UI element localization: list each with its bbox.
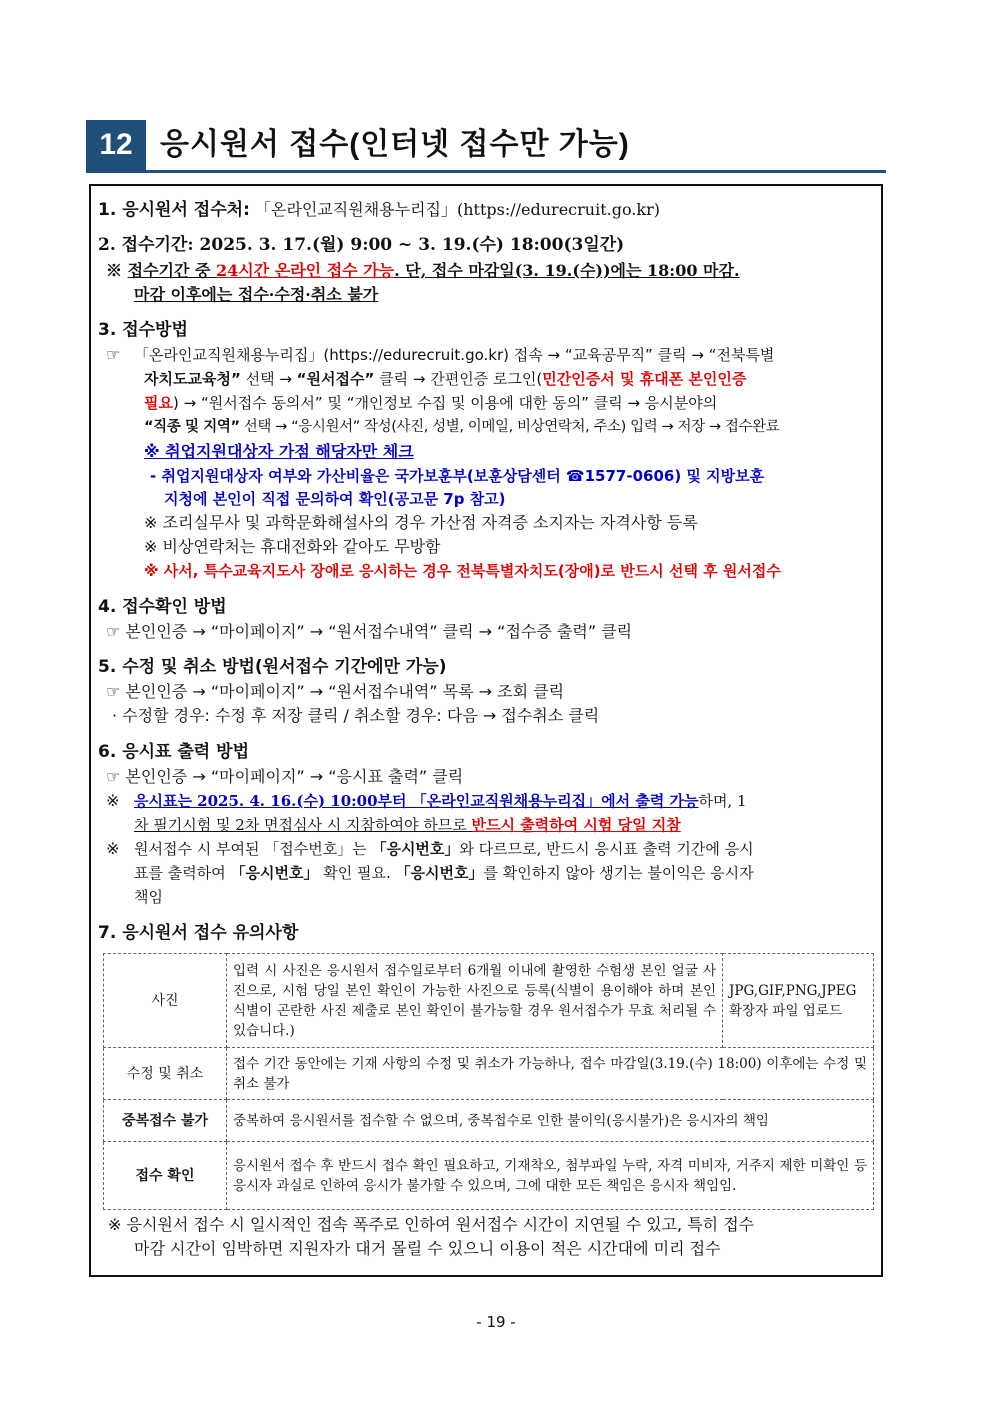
row-extra: JPG,GIF,PNG,JPEG 확장자 파일 업로드	[723, 954, 874, 1048]
s2-note-c: . 단, 접수 마감일(3. 19.(수))에는 18:00 마감.	[394, 261, 740, 280]
s6-n2a: 원서접수 시 부여된 「접수번호」는	[134, 840, 372, 858]
s6-n2c: 와 다르므로, 반드시 응시표 출력 기간에 응시	[459, 840, 754, 858]
s3-l2a: 자치도교육청”	[144, 370, 241, 388]
section-header	[86, 120, 886, 170]
s3-heading: 3. 접수방법	[98, 320, 188, 340]
s6-note1-line2	[134, 814, 681, 836]
s3-l4b: 선택 → “응시원서” 작성(사진, 성별, 이메일, 비상연락처, 주소) 입력 → 저장 → 접수완료	[239, 419, 780, 435]
s3-line4	[144, 416, 779, 438]
s3-l3a: 필요	[144, 394, 173, 412]
row-text: 입력 시 사진은 응시원서 접수일로부터 6개월 이내에 촬영한 수험생 본인 얼굴 사진으로, 시험 당일 본인 확인이 가능한 사진으로 등록(식별이 용이해야 하며 본인 식별이 곤란한 사진 제출로 본인 확인이 불가능할 경우 원서접수가 무효 처리될 수 있습니다.)	[227, 954, 723, 1048]
s6-n1c: 차 필기시험 및 2차 면접심사 시 지참하여야 하므로	[134, 816, 472, 834]
s5-line1: ☞ 본인인증 → “마이페이지” → “원서접수내역” 목록 → 조회 클릭	[106, 682, 565, 701]
table-row	[104, 954, 874, 1048]
s3-note1: ※ 취업지원대상자 가점 해당자만 체크	[144, 442, 414, 461]
s3-line1: 「온라인교직원채용누리집」(https://edurecruit.go.kr) 접속 → “교육공무직” 클릭 → “전북특별	[134, 346, 775, 364]
s5-line2: · 수정할 경우: 수정 후 저장 클릭 / 취소할 경우: 다음 → 접수취소 클릭	[112, 706, 600, 725]
s3-mark: ☞	[106, 345, 121, 364]
s2-heading: 2. 접수기간: 2025. 3. 17.(월) 9:00 ~ 3. 19.(수) 18:00(3일간)	[98, 235, 625, 255]
s6-note2-line1	[134, 838, 754, 860]
s2-note-a: 접수기간 중	[127, 261, 217, 280]
row-label: 중복접수 불가	[104, 1100, 227, 1142]
s6-n2f: 확인 필요.	[318, 864, 396, 882]
table-row	[104, 1100, 874, 1142]
s6-n1d: 반드시 출력하여 시험 당일 지참	[471, 816, 681, 834]
s3-line3	[144, 392, 717, 414]
s4-line1: ☞ 본인인증 → “마이페이지” → “원서접수내역” 클릭 → “접수증 출력” 클릭	[106, 622, 633, 641]
s6-n2d: 표를 출력하여	[134, 864, 231, 882]
s6-n2e: 「응시번호」	[230, 864, 319, 882]
s6-n2h: 를 확인하지 않아 생기는 불이익은 응시자	[483, 864, 754, 882]
row-label: 사진	[104, 954, 227, 1048]
s1-site: 「온라인교직원채용누리집」(https://edurecruit.go.kr)	[254, 200, 660, 219]
s3-note4: ※ 조리실무사 및 과학문화해설사의 경우 가산점 자격증 소지자는 자격사항 등록	[144, 513, 698, 532]
row-text: 응시원서 접수 후 반드시 접수 확인 필요하고, 기재착오, 첨부파일 누락, 자격 미비자, 거주지 제한 미확인 등 응시자 과실로 인하여 응시가 불가할 수 있으며, 그에 대한 모든 책임은 응시자 책임임.	[227, 1142, 874, 1210]
s4-heading: 4. 접수확인 방법	[98, 597, 227, 617]
s1-line	[98, 199, 660, 221]
s6-line1: ☞ 본인인증 → “마이페이지” → “응시표 출력” 클릭	[106, 767, 464, 786]
section-title: 응시원서 접수(인터넷 접수만 가능)	[160, 128, 630, 161]
s6-note2-mark: ※	[106, 839, 120, 858]
s2-note	[106, 260, 740, 282]
table-row	[104, 1142, 874, 1210]
s6-n2g: 「응시번호」	[395, 864, 484, 882]
s5-heading: 5. 수정 및 취소 방법(원서접수 기간에만 가능)	[98, 657, 447, 677]
table-row	[104, 1048, 874, 1100]
s3-note6: ※ 사서, 특수교육지도사 장애로 응시하는 경우 전북특별자치도(장애)로 반드시 선택 후 원서접수	[144, 562, 781, 580]
s6-heading: 6. 응시표 출력 방법	[98, 742, 249, 762]
note-mark: ※	[106, 261, 123, 280]
header-rule	[86, 170, 886, 173]
s2-note2: 마감 이후에는 접수·수정·취소 불가	[134, 285, 379, 304]
s3-l2b: 선택 →	[240, 370, 297, 388]
s3-l2e: 민간인증서 및 휴대폰 본인인증	[542, 370, 747, 388]
s3-l2d: 클릭 → 간편인증 로그인(	[374, 370, 543, 388]
s6-note1-mark: ※	[106, 791, 120, 810]
s7-heading: 7. 응시원서 접수 유의사항	[98, 923, 299, 943]
s3-line2	[144, 368, 746, 390]
s6-n1a: 응시표는 2025. 4. 16.(수) 10:00부터 「온라인교직원채용누리집」에서 출력 가능	[134, 792, 699, 810]
row-label: 접수 확인	[104, 1142, 227, 1210]
row-text: 중복하여 응시원서를 접수할 수 없으며, 중복접수로 인한 불이익(응시불가)은 응시자의 책임	[227, 1100, 874, 1142]
s6-n1b: 하며, 1	[698, 792, 747, 810]
s1-heading: 1. 응시원서 접수처:	[98, 200, 250, 220]
s3-note3: 지청에 본인이 직접 문의하여 확인(공고문 7p 참고)	[164, 490, 506, 508]
s3-note5: ※ 비상연락처는 휴대전화와 같아도 무방함	[144, 537, 441, 556]
s3-note2: - 취업지원대상자 여부와 가산비율은 국가보훈부(보훈상담센터 ☎1577-0606) 및 지방보훈	[150, 467, 765, 485]
s3-l2c: “원서접수”	[296, 370, 375, 388]
s3-l4a: “직종 및 지역”	[144, 419, 240, 435]
s6-note1-line1	[134, 790, 747, 812]
page-number: - 19 -	[476, 1313, 516, 1331]
row-label: 수정 및 취소	[104, 1048, 227, 1100]
s7-note1: ※ 응시원서 접수 시 일시적인 접속 폭주로 인하여 원서접수 시간이 지연될 수 있고, 특히 접수	[108, 1215, 755, 1234]
s3-l3b: ) → “원서접수 동의서” 및 “개인정보 수집 및 이용에 대한 동의” 클릭 → 응시분야의	[172, 394, 718, 412]
s7-note2: 마감 시간이 임박하면 지원자가 대거 몰릴 수 있으니 이용이 적은 시간대에 미리 접수	[134, 1239, 721, 1258]
row-text: 접수 기간 동안에는 기재 사항의 수정 및 취소가 가능하나, 접수 마감일(3.19.(수) 18:00) 이후에는 수정 및 취소 불가	[227, 1048, 874, 1100]
section-number: 12	[86, 120, 146, 170]
s2-note-b: 24시간 온라인 접수 가능	[216, 261, 395, 280]
s6-n2b: 「응시번호」	[371, 840, 460, 858]
notice-table	[103, 953, 874, 1210]
s6-note2-line3: 책임	[134, 888, 163, 906]
s6-note2-line2	[134, 862, 754, 884]
